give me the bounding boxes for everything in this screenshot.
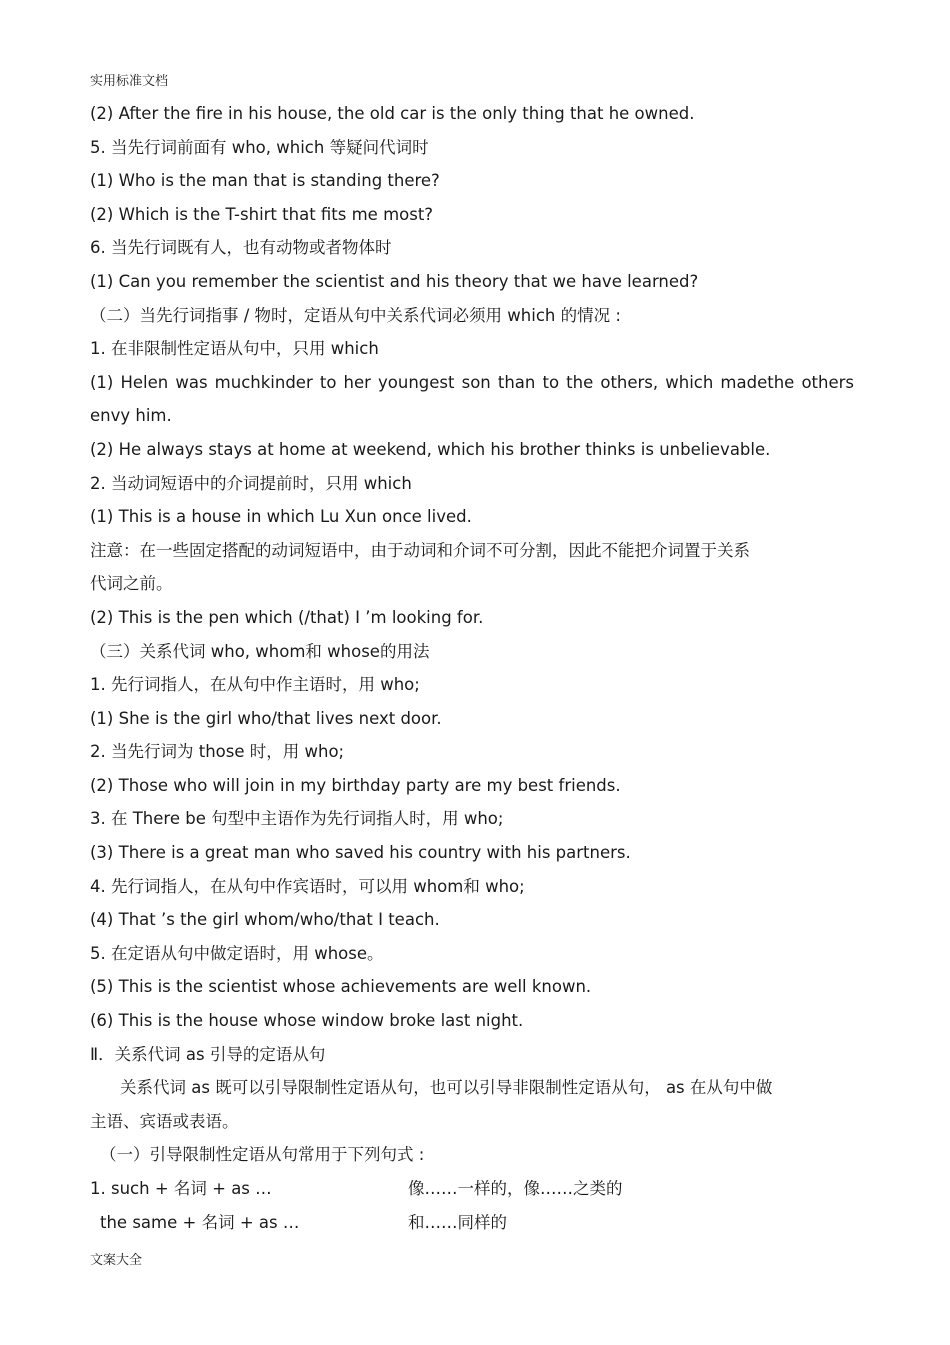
- pattern-row: [90, 1206, 854, 1240]
- text-line: 5. 在定语从句中做定语时，用 whose。: [90, 943, 384, 963]
- text-line: (2) Which is the T-shirt that fits me most?: [90, 204, 434, 224]
- pattern-row: [90, 1172, 854, 1206]
- pattern-left: the same + 名词 + as …: [100, 1212, 300, 1232]
- text-line: (4) That ’s the girl whom/who/that I teach.: [90, 910, 440, 930]
- page-header: 实用标准文档: [90, 74, 169, 89]
- pattern-right: 和……同样的: [408, 1212, 507, 1232]
- text-line: (2) Those who will join in my birthday party are my best friends.: [90, 775, 621, 795]
- text-line: 5. 当先行词前面有 who, which 等疑问代词时: [90, 137, 429, 157]
- section-heading: Ⅱ．关系代词 as 引导的定语从句: [90, 1044, 326, 1064]
- note-line: 代词之前。: [90, 574, 173, 594]
- text-line: (1) Who is the man that is standing there?: [90, 171, 440, 191]
- text-line: 主语、宾语或表语。: [90, 1111, 239, 1131]
- text-line: (3) There is a great man who saved his country with his partners.: [90, 843, 631, 863]
- text-line: 关系代词 as 既可以引导限制性定语从句，也可以引导非限制性定语从句， as 在从句中做: [120, 1078, 773, 1098]
- text-line: 2. 当先行词为 those 时，用 who;: [90, 742, 345, 762]
- note-line: 注意：在一些固定搭配的动词短语中，由于动词和介词不可分割，因此不能把介词置于关系: [90, 540, 750, 560]
- document-body: [90, 97, 854, 1239]
- text-line: (5) This is the scientist whose achievements are well known.: [90, 977, 592, 997]
- text-line: (1) She is the girl who/that lives next door.: [90, 708, 442, 728]
- section-heading: （二）当先行词指事 / 物时，定语从句中关系代词必须用 which 的情况 :: [90, 305, 621, 325]
- section-heading: （一）引导限制性定语从句常用于下列句式 :: [100, 1145, 425, 1165]
- page-footer: 文案大全: [90, 1253, 143, 1268]
- text-line: (2) He always stays at home at weekend, which his brother thinks is unbelievable.: [90, 439, 771, 459]
- text-line: (2) After the fire in his house, the old car is the only thing that he owned.: [90, 104, 695, 123]
- text-line: 1. 先行词指人，在从句中作主语时，用 who;: [90, 675, 420, 695]
- text-line: (2) This is the pen which (/that) I ’m looking for.: [90, 607, 484, 627]
- pattern-right: 像……一样的，像……之类的: [408, 1179, 623, 1198]
- text-line: 6. 当先行词既有人，也有动物或者物体时: [90, 238, 392, 258]
- text-line: 4. 先行词指人，在从句中作宾语时，可以用 whom和 who;: [90, 876, 525, 896]
- pattern-left: 1. such + 名词 + as …: [90, 1179, 272, 1198]
- text-line: 1. 在非限制性定语从句中，只用 which: [90, 339, 379, 359]
- text-line: envy him.: [90, 406, 172, 426]
- text-line: (6) This is the house whose window broke last night.: [90, 1011, 524, 1031]
- text-line: 3. 在 There be 句型中主语作为先行词指人时，用 who;: [90, 809, 504, 829]
- section-heading: （三）关系代词 who, whom和 whose的用法: [90, 641, 430, 661]
- text-line: (1) Helen was muchkinder to her youngest son than to the others, which madethe others: [90, 372, 854, 392]
- text-line: (1) This is a house in which Lu Xun once lived.: [90, 507, 472, 527]
- text-line: 2. 当动词短语中的介词提前时，只用 which: [90, 473, 412, 493]
- text-line: (1) Can you remember the scientist and his theory that we have learned?: [90, 271, 699, 291]
